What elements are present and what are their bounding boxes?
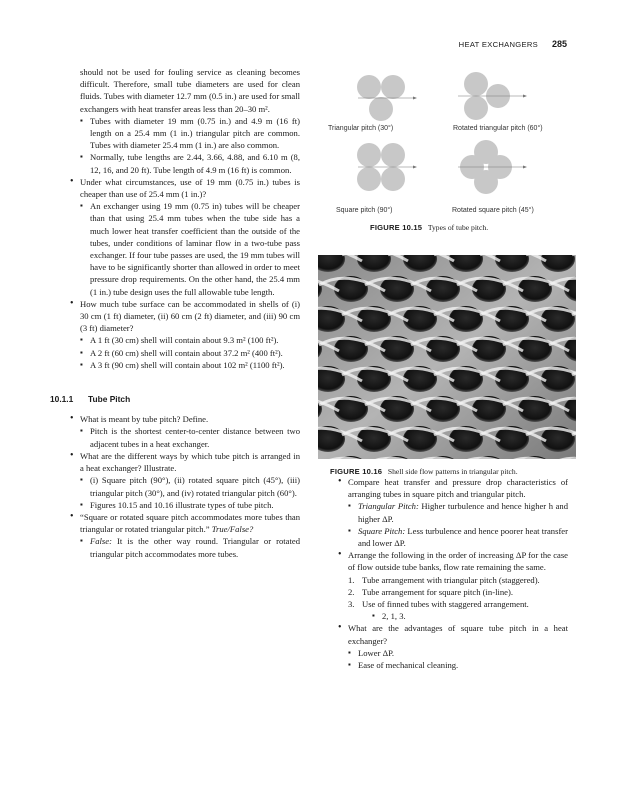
answer-shell-2ft: ▪ A 2 ft (60 cm) shell will contain about 37.2 m² (400 ft²). <box>80 347 300 359</box>
section-heading <box>50 393 300 405</box>
list-item-number: 1. <box>348 574 355 585</box>
triangular-pitch-text: Higher turbulence and hence higher h and higher ΔP. <box>358 501 569 524</box>
question-19mm-cheaper: • Under what circumstances, use of 19 mm (0.75 in.) tubes is cheaper than use of 25.4 mm (1 in.)? <box>70 176 300 200</box>
square-pitch-diagram <box>357 143 417 191</box>
list-item-number: 2. <box>348 586 355 597</box>
figure-10-15-caption-label: FIGURE 10.15 <box>370 223 423 232</box>
answer-shell-1ft: ▪ A 1 ft (30 cm) shell will contain about 9.3 m² (100 ft²). <box>80 334 300 346</box>
triangular-pitch-label: Triangular pitch (30°) <box>328 125 394 132</box>
square-pitch-text: Less turbulence and hence poorer heat transfer and lower ΔP. <box>358 525 568 549</box>
figure-10-15-tube-pitch-diagram <box>318 62 576 242</box>
right-column <box>330 476 568 671</box>
true-false-label: True/False? <box>211 524 254 535</box>
list-item-text: Tube arrangement for square pitch (in-line). <box>362 586 513 597</box>
triangular-pitch-diagram <box>357 75 417 121</box>
answer-pitch-ways-2: ▪ Figures 10.15 and 10.16 illustrate types of tube pitch. <box>80 499 300 511</box>
triangular-pitch-term: Triangular Pitch: <box>358 501 419 512</box>
figure-10-15-caption-text: Types of tube pitch. <box>427 223 489 232</box>
question-square-advantages: • What are the advantages of square tube pitch in a heat exchanger? <box>338 622 568 646</box>
bullet-19mm-tubes: ▪ Tubes with diameter 19 mm (0.75 in.) and 4.9 m (16 ft) length on a 25.4 mm (1 in.) triangular pitch are common. Tubes with diameter 25.4 mm (1 in.) are also common. <box>80 115 300 152</box>
answer-shell-3ft: ▪ A 3 ft (90 cm) shell will contain about 102 m² (1100 ft²). <box>80 359 300 371</box>
answer-triangular-pitch <box>348 500 568 524</box>
rotated-triangular-pitch-diagram <box>458 72 527 120</box>
rotated-square-pitch-diagram <box>458 140 527 194</box>
square-pitch-label: Square pitch (90°) <box>336 207 393 214</box>
question-shell-surface: • How much tube surface can be accommodated in shells of (i) 30 cm (1 ft) diameter, (ii) 60 cm (2 ft) diameter, and (iii) 90 cm (3 ft) diameter? <box>70 298 300 335</box>
figure-10-16-caption <box>330 467 518 476</box>
list-item-text: Use of finned tubes with staggered arrangement. <box>362 599 529 610</box>
answer-19mm-cheaper: ▪ An exchanger using 19 mm (0.75 in) tubes will be cheaper than that using 25.4 mm tubes when the tube side has a much lower heat transfer coefficient than the outside of the tubes, under conditions of laminar flow in a two-tube pass exchanger. If four tube passes are used, the 19 mm tubes will have to be significantly shorter than allowed in order to meet pressure drop requirements. On the other hand, the 25.4 mm (1 in.) tube design uses the full allowable tube length. <box>80 200 300 298</box>
answer-square-text: It is the other way round. Triangular or rotated triangular pitch accommodates more tubes. <box>90 536 300 559</box>
question-tube-pitch: • What is meant by tube pitch? Define. <box>70 413 300 425</box>
question-square-pitch <box>70 511 300 535</box>
question-arrange-pressure-drop: • Arrange the following in the order of increasing ΔP for the case of flow outside tube banks, flow rate remaining the same. <box>338 549 568 573</box>
question-square-text: “Square or rotated square pitch accommodates more tubes than triangular or rotated triangular pitch.” <box>80 511 300 535</box>
square-pitch-term: Square Pitch: <box>358 525 406 536</box>
figure-10-16-caption-label: FIGURE 10.16 <box>330 467 383 476</box>
paragraph-continued: should not be used for fouling service as cleaning becomes difficult. Therefore, small tube diameters are used for clean fluids. Tubes with diameter 12.7 mm (0.5 in.) are used for small exchangers with heat transfer areas less than 20–30 m². <box>80 67 300 114</box>
figure-10-16-flow-photo <box>318 255 576 459</box>
bullet-tube-lengths: ▪ Normally, tube lengths are 2.44, 3.66, 4.88, and 6.10 m (8, 12, 16, and 20 ft). Tube length of 4.9 m (16 ft) is common. <box>80 151 300 175</box>
list-item-text: Tube arrangement with triangular pitch (staggered). <box>362 574 540 585</box>
answer-square-pitch-char <box>348 525 568 549</box>
page-number: 285 <box>551 39 567 49</box>
false-label: False: <box>90 536 112 547</box>
running-title: HEAT EXCHANGERS <box>458 40 538 49</box>
rotated-triangular-pitch-label: Rotated triangular pitch (60°) <box>453 125 543 132</box>
list-item <box>348 574 568 586</box>
question-compare-pitch: • Compare heat transfer and pressure drop characteristics of arranging tubes in square pitch and triangular pitch. <box>338 476 568 500</box>
list-item-number: 3. <box>348 599 355 610</box>
section-number: 10.1.1 <box>50 394 74 405</box>
section-title: Tube Pitch <box>88 394 131 405</box>
figure-10-15-caption <box>370 223 488 232</box>
list-item <box>348 598 568 610</box>
answer-pitch-ways-1: ▪ (i) Square pitch (90°), (ii) rotated square pitch (45°), (iii) triangular pitch (30°), and (iv) rotated triangular pitch (60°). <box>80 474 300 498</box>
answer-square-pitch <box>80 535 300 559</box>
advantage-cleaning: ▪ Ease of mechanical cleaning. <box>348 659 568 671</box>
rotated-square-pitch-label: Rotated square pitch (45°) <box>452 207 534 214</box>
list-item <box>348 586 568 598</box>
answer-tube-pitch: ▪ Pitch is the shortest center-to-center distance between two adjacent tubes in a heat exchanger. <box>80 425 300 449</box>
page-header <box>0 40 617 54</box>
figure-10-16-caption-text: Shell side flow patterns in triangular pitch. <box>387 467 518 476</box>
answer-order: ▪ 2, 1, 3. <box>372 610 568 622</box>
left-column <box>50 66 300 560</box>
question-pitch-ways: • What are the different ways by which tube pitch is arranged in a heat exchanger? Illustrate. <box>70 450 300 474</box>
advantage-lower-dp: ▪ Lower ΔP. <box>348 647 568 659</box>
